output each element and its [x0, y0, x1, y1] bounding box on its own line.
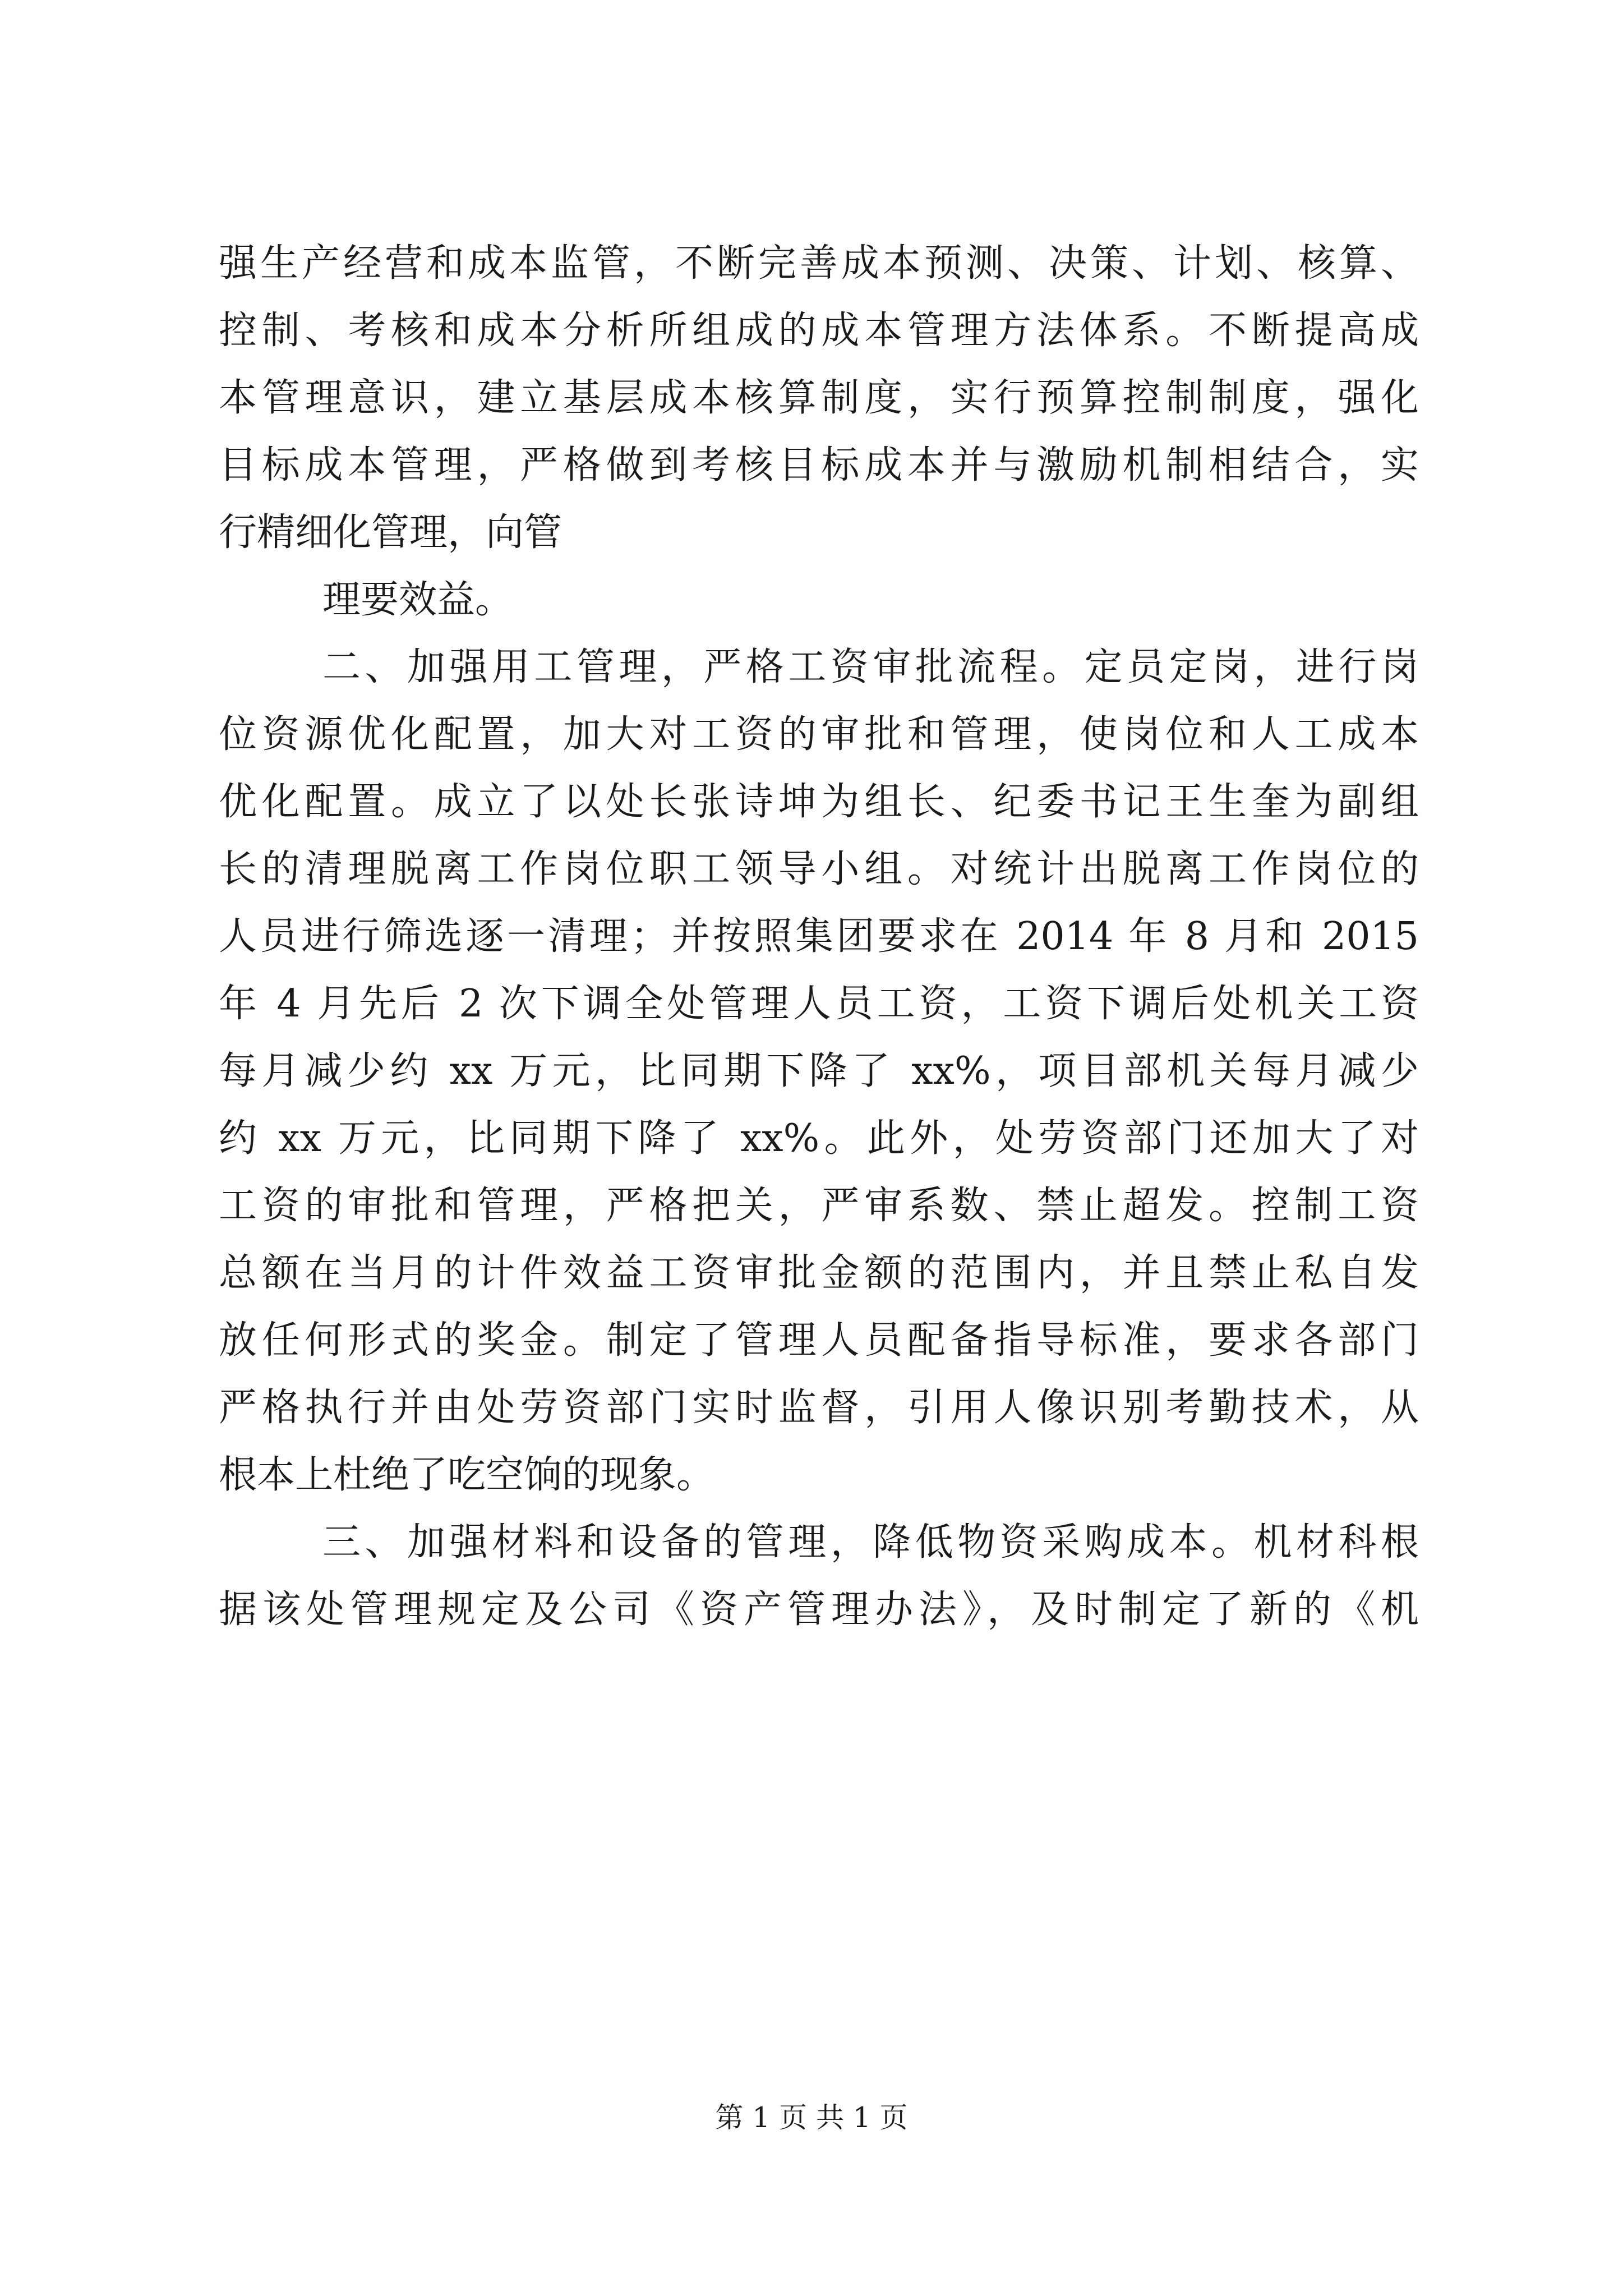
- body-text-line: 总额在当月的计件效益工资审批金额的范围内，并且禁止私自发: [219, 1251, 1419, 1295]
- body-text-line: 本管理意识，建立基层成本核算制度，实行预算控制制度，强化: [219, 376, 1419, 420]
- body-text-line: 控制、考核和成本分析所组成的成本管理方法体系。不断提高成: [219, 309, 1419, 353]
- body-text-line: 放任何形式的奖金。制定了管理人员配备指导标准，要求各部门: [219, 1318, 1419, 1363]
- body-text-line: 长的清理脱离工作岗位职工领导小组。对统计出脱离工作岗位的: [219, 847, 1419, 891]
- body-text-line: 年 4 月先后 2 次下调全处管理人员工资，工资下调后处机关工资: [219, 982, 1419, 1026]
- section-2-heading-line: 二、加强用工管理，严格工资审批流程。定员定岗，进行岗: [322, 645, 1419, 689]
- body-text-line: 据该处管理规定及公司《资产管理办法》，及时制定了新的《机: [219, 1588, 1419, 1632]
- body-text-line: 每月减少约 xx 万元，比同期下降了 xx%，项目部机关每月减少: [219, 1049, 1419, 1093]
- body-text-line: 优化配置。成立了以处长张诗坤为组长、纪委书记王生奎为副组: [219, 780, 1419, 824]
- body-text-line: 位资源优化配置，加大对工资的审批和管理，使岗位和人工成本: [219, 712, 1419, 757]
- body-text-line: 严格执行并由处劳资部门实时监督，引用人像识别考勤技术，从: [219, 1386, 1419, 1430]
- body-text-line: 行精细化管理，向管: [219, 510, 562, 555]
- body-text-line: 约 xx 万元，比同期下降了 xx%。此外，处劳资部门还加大了对: [219, 1116, 1419, 1161]
- page-footer: 第 1 页 共 1 页: [715, 2101, 908, 2134]
- body-text-line: 人员进行筛选逐一清理；并按照集团要求在 2014 年 8 月和 2015: [219, 914, 1419, 959]
- section-3-heading-line: 三、加强材料和设备的管理，降低物资采购成本。机材科根: [322, 1520, 1419, 1565]
- body-text-line: 根本上杜绝了吃空饷的现象。: [219, 1453, 715, 1497]
- body-text-line: 工资的审批和管理，严格把关，严审系数、禁止超发。控制工资: [219, 1184, 1419, 1228]
- body-text-line: 目标成本管理，严格做到考核目标成本并与激励机制相结合，实: [219, 443, 1419, 487]
- body-text-line: 强生产经营和成本监管，不断完善成本预测、决策、计划、核算、: [219, 241, 1419, 286]
- body-text-line: 理要效益。: [322, 578, 514, 622]
